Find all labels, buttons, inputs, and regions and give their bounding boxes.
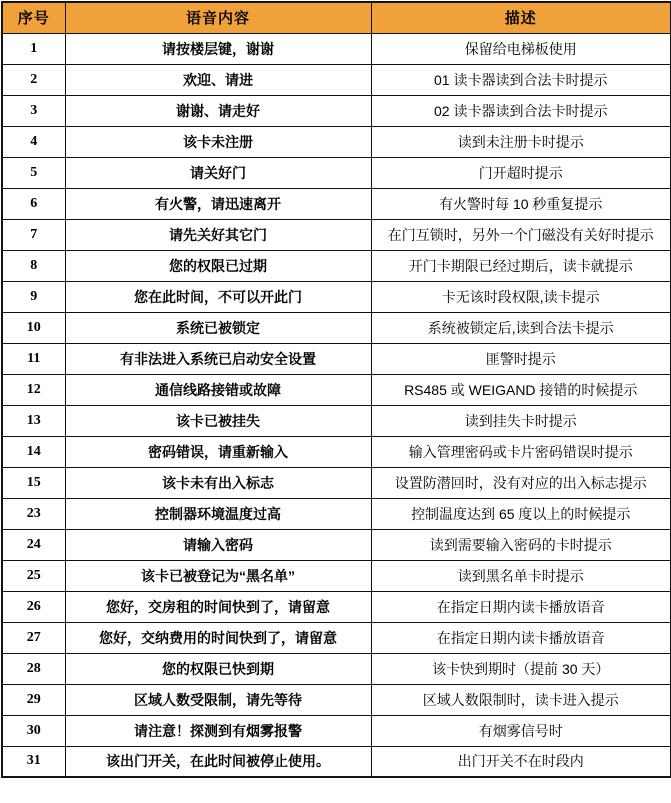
table-body <box>2 33 671 777</box>
table-row <box>2 436 671 467</box>
description-cell: 读到挂失卡时提示 <box>371 405 671 436</box>
table-row <box>2 405 671 436</box>
voice-content-cell: 通信线路接错或故障 <box>65 374 371 405</box>
description-cell: 区域人数限制时，读卡进入提示 <box>371 684 671 715</box>
voice-content-cell: 该卡已被挂失 <box>65 405 371 436</box>
description-cell: 在指定日期内读卡播放语音 <box>371 591 671 622</box>
table-row <box>2 312 671 343</box>
voice-content-cell: 区域人数受限制，请先等待 <box>65 684 371 715</box>
row-number-cell: 26 <box>2 591 65 622</box>
table-row <box>2 95 671 126</box>
voice-content-cell: 您在此时间，不可以开此门 <box>65 281 371 312</box>
row-number-cell: 27 <box>2 622 65 653</box>
row-number-cell: 4 <box>2 126 65 157</box>
description-cell: 有烟雾信号时 <box>371 715 671 746</box>
description-cell: 01 读卡器读到合法卡时提示 <box>371 64 671 95</box>
voice-content-cell: 谢谢、请走好 <box>65 95 371 126</box>
description-cell: 有火警时每 10 秒重复提示 <box>371 188 671 219</box>
table-row <box>2 157 671 188</box>
table-row <box>2 374 671 405</box>
column-header-voice: 语音内容 <box>65 2 371 33</box>
row-number-cell: 11 <box>2 343 65 374</box>
description-cell: 在指定日期内读卡播放语音 <box>371 622 671 653</box>
row-number-cell: 12 <box>2 374 65 405</box>
voice-content-cell: 该卡已被登记为“黑名单” <box>65 560 371 591</box>
table-row <box>2 529 671 560</box>
table-row <box>2 188 671 219</box>
description-cell: 系统被锁定后,读到合法卡提示 <box>371 312 671 343</box>
row-number-cell: 28 <box>2 653 65 684</box>
table-row <box>2 560 671 591</box>
description-cell: RS485 或 WEIGAND 接错的时候提示 <box>371 374 671 405</box>
row-number-cell: 9 <box>2 281 65 312</box>
description-cell: 出门开关不在时段内 <box>371 746 671 777</box>
voice-content-cell: 您好，交纳费用的时间快到了，请留意 <box>65 622 371 653</box>
table-row <box>2 715 671 746</box>
description-cell: 开门卡期限已经过期后，读卡就提示 <box>371 250 671 281</box>
description-cell: 卡无该时段权限,读卡提示 <box>371 281 671 312</box>
voice-content-cell: 请关好门 <box>65 157 371 188</box>
row-number-cell: 7 <box>2 219 65 250</box>
table-row <box>2 126 671 157</box>
voice-content-cell: 您的权限已快到期 <box>65 653 371 684</box>
row-number-cell: 8 <box>2 250 65 281</box>
voice-content-cell: 有火警，请迅速离开 <box>65 188 371 219</box>
row-number-cell: 13 <box>2 405 65 436</box>
table-row <box>2 64 671 95</box>
voice-prompt-table <box>1 1 671 778</box>
description-cell: 读到未注册卡时提示 <box>371 126 671 157</box>
column-header-desc: 描述 <box>371 2 671 33</box>
table-row <box>2 653 671 684</box>
voice-content-cell: 该出门开关，在此时间被停止使用。 <box>65 746 371 777</box>
row-number-cell: 29 <box>2 684 65 715</box>
description-cell: 该卡快到期时（提前 30 天） <box>371 653 671 684</box>
row-number-cell: 30 <box>2 715 65 746</box>
row-number-cell: 10 <box>2 312 65 343</box>
table-row <box>2 684 671 715</box>
row-number-cell: 25 <box>2 560 65 591</box>
table-row <box>2 281 671 312</box>
row-number-cell: 24 <box>2 529 65 560</box>
row-number-cell: 6 <box>2 188 65 219</box>
voice-content-cell: 您好，交房租的时间快到了，请留意 <box>65 591 371 622</box>
column-header-no: 序号 <box>2 2 65 33</box>
row-number-cell: 31 <box>2 746 65 777</box>
description-cell: 02 读卡器读到合法卡时提示 <box>371 95 671 126</box>
voice-content-cell: 请注意！探测到有烟雾报警 <box>65 715 371 746</box>
voice-content-cell: 欢迎、请进 <box>65 64 371 95</box>
row-number-cell: 2 <box>2 64 65 95</box>
description-cell: 匪警时提示 <box>371 343 671 374</box>
voice-content-cell: 系统已被锁定 <box>65 312 371 343</box>
description-cell: 读到黑名单卡时提示 <box>371 560 671 591</box>
description-cell: 读到需要输入密码的卡时提示 <box>371 529 671 560</box>
row-number-cell: 5 <box>2 157 65 188</box>
table-row <box>2 33 671 64</box>
voice-content-cell: 您的权限已过期 <box>65 250 371 281</box>
description-cell: 在门互锁时，另外一个门磁没有关好时提示 <box>371 219 671 250</box>
table-row <box>2 467 671 498</box>
row-number-cell: 14 <box>2 436 65 467</box>
voice-content-cell: 该卡未有出入标志 <box>65 467 371 498</box>
table-row <box>2 219 671 250</box>
voice-content-cell: 密码错误，请重新输入 <box>65 436 371 467</box>
voice-content-cell: 请先关好其它门 <box>65 219 371 250</box>
table-row <box>2 250 671 281</box>
table-row <box>2 343 671 374</box>
row-number-cell: 3 <box>2 95 65 126</box>
table-row <box>2 591 671 622</box>
description-cell: 输入管理密码或卡片密码错误时提示 <box>371 436 671 467</box>
table-row <box>2 746 671 777</box>
description-cell: 门开超时提示 <box>371 157 671 188</box>
table-row <box>2 622 671 653</box>
voice-content-cell: 请按楼层键，谢谢 <box>65 33 371 64</box>
voice-content-cell: 该卡未注册 <box>65 126 371 157</box>
row-number-cell: 23 <box>2 498 65 529</box>
voice-content-cell: 请输入密码 <box>65 529 371 560</box>
row-number-cell: 15 <box>2 467 65 498</box>
table-row <box>2 498 671 529</box>
voice-content-cell: 有非法进入系统已启动安全设置 <box>65 343 371 374</box>
description-cell: 设置防潜回时，没有对应的出入标志提示 <box>371 467 671 498</box>
row-number-cell: 1 <box>2 33 65 64</box>
description-cell: 控制温度达到 65 度以上的时候提示 <box>371 498 671 529</box>
voice-content-cell: 控制器环境温度过高 <box>65 498 371 529</box>
description-cell: 保留给电梯板使用 <box>371 33 671 64</box>
table-header-row <box>2 2 671 33</box>
